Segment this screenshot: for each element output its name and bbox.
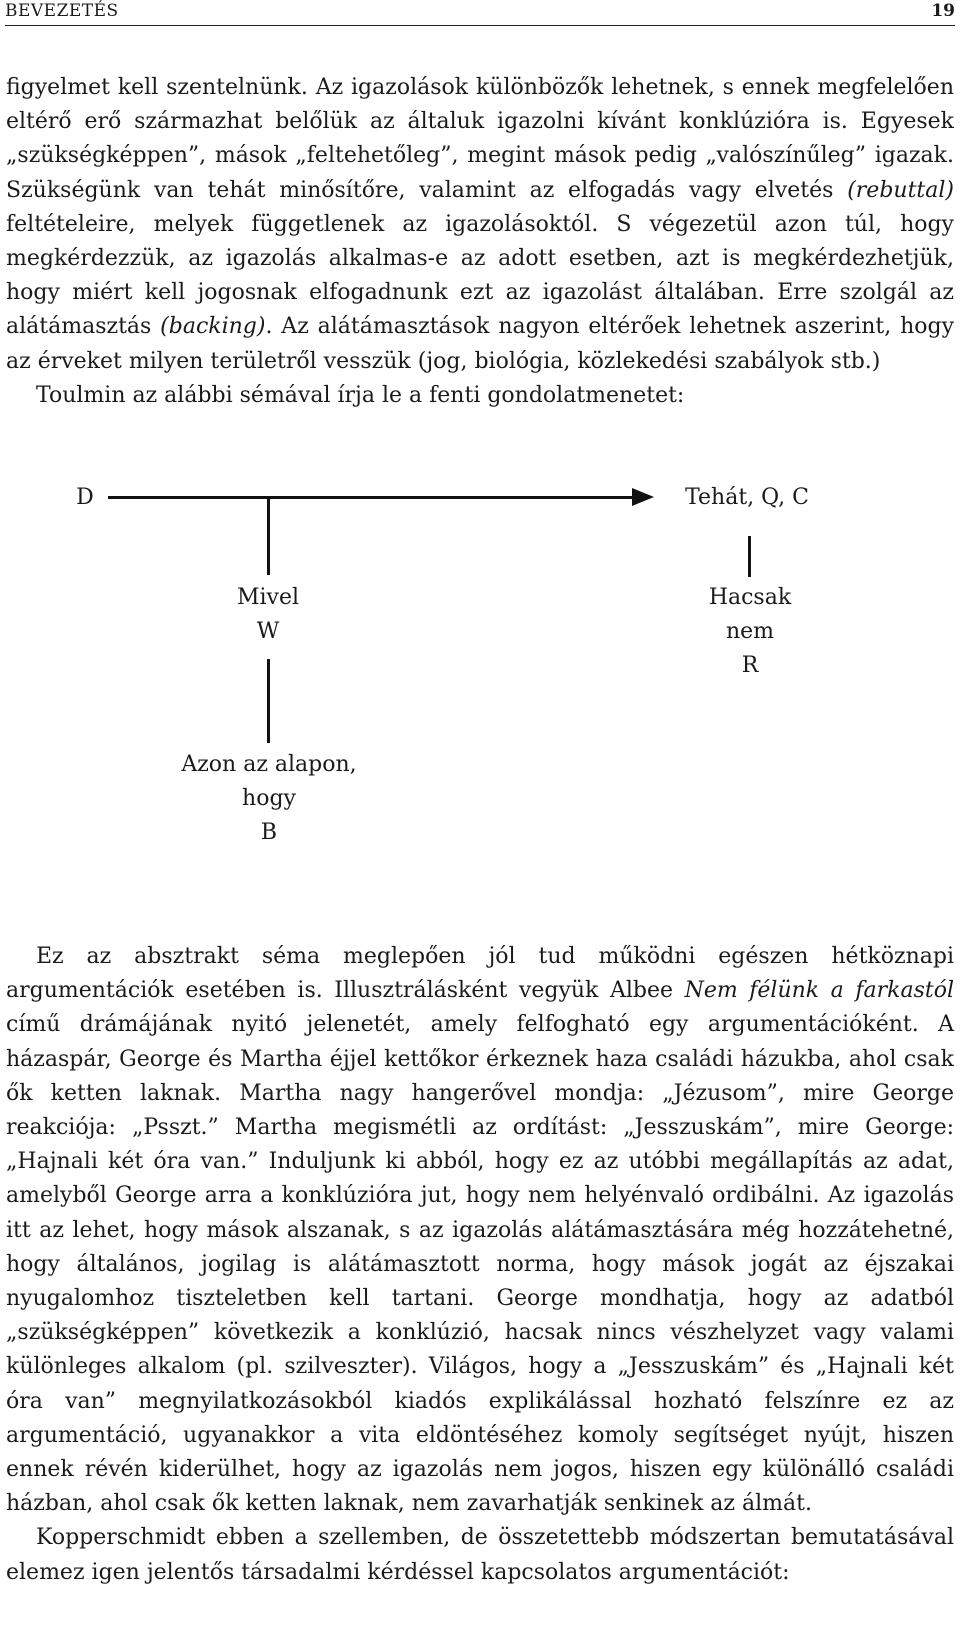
arrowhead-icon [632,488,654,506]
rebuttal-connector [748,536,751,577]
backing-label-line3: B [260,820,278,845]
paragraph-toulmin-intro: Toulmin az alábbi sémával írja le a fenti gondolatmenetet: [36,382,685,408]
paragraph-text: Ez az absztrakt séma meglepően jól tud működni egészen hétköznapi argumentációk esetében is. Illusztrálásként vegyük Albee [6,944,954,1004]
body-text-top [6,71,954,413]
paragraph-kopperschmidt: Kopperschmidt ebben a szellemben, de összetettebb módszertan bemutatásával elemez igen jelentős társadalmi kérdéssel kapcsolatos argumentációt: [6,1525,954,1585]
body-text-bottom [6,940,954,1590]
chapter-title: BEVEZETÉS [5,1,119,21]
page-number: 19 [931,1,955,21]
paragraph-albee-example [6,940,954,1521]
backing-label-line1: Azon az alapon, [181,752,357,777]
term-backing: (backing) [160,314,266,340]
paragraph-text: figyelmet kell szentelnünk. Az igazolások különbözők lehetnek, s ennek megfelelően eltérő erő származhat belőlük az általuk igazolni kívánt konklúzióra is. Egyesek „szükségképpen”, mások „feltehetőleg”, megint mások pedig „valószínűleg” igazak. Szükségünk van tehát minősítőre, valamint az elfogadás vagy elvetés [6,75,954,203]
paragraph-text: feltételeire, melyek függetlenek az igazolásoktól. S végezetül azon túl, hogy megkérdezzük, az igazolás alkalmas-e az adott esetben, azt is megkérdezhetjük, hogy miért kell jogosnak elfogadnunk ezt az igazolást általában. Erre szolgál az alátámasztás [6,211,954,340]
backing-connector [267,659,270,743]
rebuttal-label-line2: nem [725,619,775,644]
toulmin-diagram [0,485,960,895]
warrant-connector [267,498,270,575]
rebuttal-label-line1: Hacsak [708,585,792,610]
backing-label-line2: hogy [242,786,296,811]
term-rebuttal: (rebuttal) [847,177,954,203]
main-arrow-line [108,496,634,499]
claim-label: Tehát, Q, C [685,485,809,510]
warrant-label-line2: W [256,619,280,644]
rebuttal-label-line3: R [741,653,759,678]
paragraph-intro [6,71,954,379]
warrant-label-line1: Mivel [236,585,300,610]
play-title: Nem félünk a farkastól [684,978,954,1004]
data-label: D [76,485,94,510]
header-rule [5,25,955,26]
paragraph-text: című drámájának nyitó jelenetét, amely felfogható egy argumentációként. A házaspár, George és Martha éjjel kettőkor érkeznek haza családi házukba, ahol csak ők ketten laknak. Martha nagy hangerővel mondja: „Jézusom”, mire George reakciója: „Psszt.” Martha megismétli az ordítást: „Jesszuskám”, mire George: „Hajnali két óra van.” Induljunk ki abból, hogy ez az utóbbi megállapítás az adat, amelyből George arra a konklúzióra jut, hogy nem helyénvaló ordibálni. Az igazolás itt az lehet, hogy mások alszanak, s az igazolás alátámasztására még hozzátehetné, hogy általános, jogilag is alátámasztott norma, hogy mások jogát az éjszakai nyugalomhoz tiszteletben kell tartani. George mondhatja, hogy az adatból „szükségképpen” következik a konklúzió, hacsak nincs vészhelyzet vagy valami különleges alkalom (pl. szilveszter). Világos, hogy a „Jesszuskám” és „Hajnali két óra van” megnyilatkozásokból kiadós explikálással hozható felszínre ez az argumentáció, ugyanakkor a vita eldöntéséhez komoly segítséget nyújt, hiszen ennek révén kiderülhet, hogy az igazolás nem jogos, hiszen egy különálló családi házban, ahol csak ők ketten laknak, nem zavarhatják senkinek az álmát. [6,1012,954,1517]
paragraph-text: . Az alátámasztások nagyon eltérőek lehetnek aszerint, hogy az érveket milyen területről vesszük (jog, biológia, közlekedési szabályok stb.) [6,314,954,374]
running-header [5,0,955,22]
